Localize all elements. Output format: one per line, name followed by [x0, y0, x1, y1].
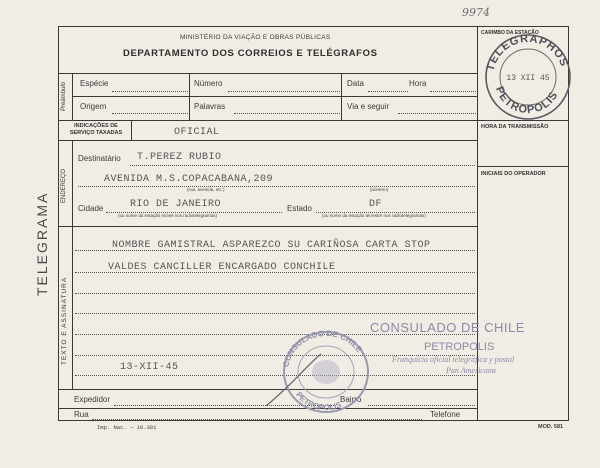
- service-indications-label: INDICAÇÕES DE SERVIÇO TAXADAS: [69, 123, 123, 136]
- footer-left: Imp. Nac. — 10.381: [97, 424, 157, 431]
- frame-bottom: [58, 420, 569, 421]
- postmark-date: 13 XII 45: [506, 74, 550, 83]
- consulate-seal: [266, 326, 386, 416]
- estado-hint: (ou nome da estação terrestre nos radiotelegramas): [322, 213, 426, 218]
- consulate-stamp-line4: Pan Americana: [446, 366, 496, 375]
- expedidor-label: Expedidor: [74, 395, 111, 404]
- consulate-stamp-line1: CONSULADO DE CHILE: [370, 320, 525, 335]
- text-line-2: VALDES CANCILLER ENCARGADO CONCHILE: [108, 262, 336, 273]
- seal-top-text: CONSULADO DE CHILE: [281, 328, 364, 368]
- consulate-stamp-line3: Franquicia oficial telegrafica y postal: [392, 355, 515, 364]
- bairro-label: Bairro: [340, 395, 362, 404]
- destinatario-label: Destinatário: [78, 154, 121, 163]
- estado-label: Estado: [287, 204, 312, 213]
- handwritten-number: 9974: [462, 6, 490, 19]
- preamble-top: [58, 73, 478, 74]
- number-hint: (número): [370, 187, 389, 192]
- hora-label: Hora: [409, 79, 427, 88]
- postmark-top-text: TELEGRAPHOS: [484, 32, 571, 73]
- cidade-value: RIO DE JANEIRO: [130, 199, 222, 210]
- palavras-label: Palavras: [194, 102, 226, 111]
- destinatario-value: T.PEREZ RUBIO: [137, 152, 222, 163]
- telegram-title: TELEGRAMA: [34, 191, 50, 296]
- department-heading: DEPARTAMENTO DOS CORREIOS E TELÉGRAFOS: [123, 48, 378, 59]
- svg-text:TELEGRAPHOS: [485, 33, 571, 73]
- frame-left: [58, 26, 59, 421]
- telefone-label: Telefone: [430, 410, 461, 419]
- address-hint: (rua, avenida, etc.): [187, 187, 225, 192]
- texto-label: TEXTO E ASSINATURA: [61, 276, 68, 365]
- service-value: OFICIAL: [174, 127, 220, 138]
- operator-initials-label: INICIAIS DO OPERADOR: [481, 171, 546, 177]
- transmission-time-label: HORA DA TRANSMISSÃO: [481, 124, 549, 130]
- endereco-label: ENDEREÇO: [61, 168, 67, 203]
- seal-bottom-text: PETROPOLIS: [294, 390, 343, 413]
- consulate-stamp-line2: PETROPOLIS: [424, 341, 495, 353]
- data-label: Data: [347, 79, 364, 88]
- postmark-stamp: [473, 22, 583, 122]
- preamble-label: Preâmbulo: [61, 81, 67, 111]
- text-line-1: NOMBRE GAMISTRAL ASPAREZCO SU CARIÑOSA CARTA STOP: [112, 240, 431, 251]
- postmark-label: CARIMBO DA ESTAÇÃO: [481, 30, 539, 36]
- via-label: Via e seguir: [347, 102, 390, 111]
- address-value: AVENIDA M.S.COPACABANA,209: [104, 174, 274, 185]
- date-value: 13-XII-45: [120, 362, 179, 373]
- especie-label: Espécie: [80, 79, 109, 88]
- cidade-label: Cidade: [78, 204, 104, 213]
- postmark-bottom-text: PETROPOLIS: [493, 84, 561, 117]
- estado-value: DF: [369, 199, 383, 210]
- origem-label: Origem: [80, 102, 107, 111]
- svg-text:PETROPOLIS: [294, 390, 343, 412]
- cidade-hint: (ou nome da estação móvel nos radiotelegramas): [118, 213, 218, 218]
- footer-right: MOD. 581: [538, 424, 564, 430]
- rua-label: Rua: [74, 410, 89, 419]
- numero-label: Número: [194, 79, 223, 88]
- ministry-heading: MINISTÉRIO DA VIAÇÃO E OBRAS PÚBLICAS: [180, 34, 331, 41]
